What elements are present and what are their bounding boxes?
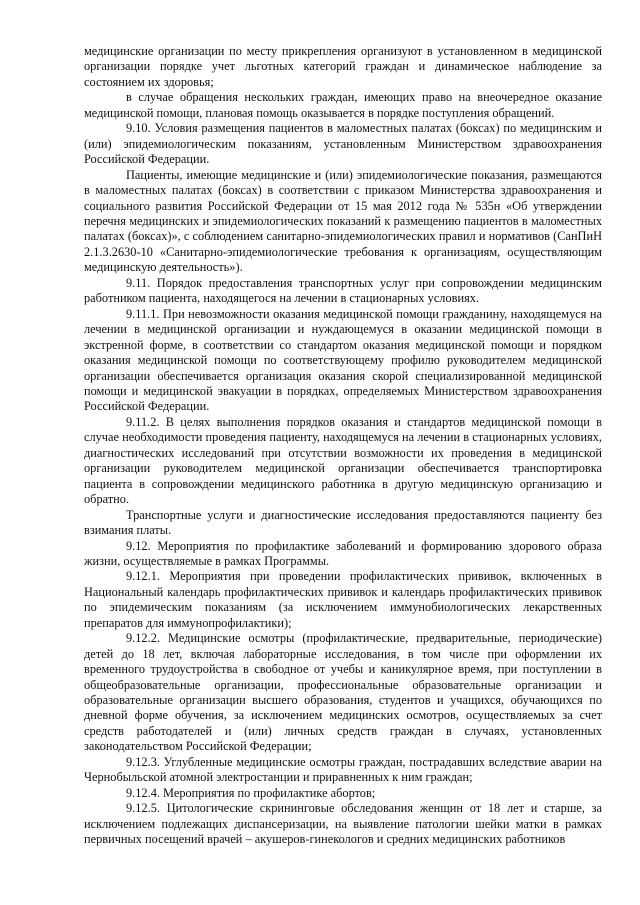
paragraph-11: 9.12.2. Медицинские осмотры (профилактические, предварительные, периодические) детей до 18 лет, включая лабораторные исследования, в том числе при оформлении их временного трудоустройства в свободное от учебы и каникулярное время, при поступлении в общеобразовательные организации, профессиональные образовательные организации и образовательные организации высшего образования, студентов и учащихся, обучающихся по дневной форме обучения, за исключением медицинских осмотров, осуществляемых за счет средств работодателей и (или) личных средств граждан в случаях, установленных законодательством Российской Федерации; [84,631,602,754]
paragraph-8: Транспортные услуги и диагностические исследования предоставляются пациенту без взимания платы. [84,507,602,538]
paragraph-13: 9.12.4. Мероприятия по профилактике абортов; [126,785,376,800]
paragraph-2: в случае обращения нескольких граждан, имеющих право на внеочередное оказание медицинской помощи, плановая помощь оказывается в порядке поступления обращений. [84,90,602,120]
paragraph-4: Пациенты, имеющие медицинские и (или) эпидемиологические показания, размещаются в маломестных палатах (боксах) в соответствии с приказом Министерства здравоохранения и социального развития Российской Федерации от 15 мая 2012 года № 535н «Об утверждении перечня медицинских и эпидемиологических показаний к размещению пациентов в маломестных палатах (боксах)», с соблюдением санитарно-эпидемиологических правил и нормативов (СанПиН 2.1.3.2630-10 «Санитарно-эпидемиологические требования к организациям, осуществляющим медицинскую деятельность»). [84,167,602,275]
document-page [84,44,602,848]
paragraph-7: 9.11.2. В целях выполнения порядков оказания и стандартов медицинской помощи в случае необходимости проведения пациенту, находящемуся на лечении в стационарных условиях, диагностических исследований при отсутствии возможности их проведения в медицинской организации руководителем медицинской организации обеспечивается транспортировка пациента в сопровождении медицинского работника в другую медицинскую организацию и обратно. [84,414,602,507]
paragraph-1: медицинские организации по месту прикрепления организуют в установленном в медицинской организации порядке учет льготных категорий граждан и динамическое наблюдение за состоянием их здоровья; [84,44,602,89]
paragraph-12: 9.12.3. Углубленные медицинские осмотры граждан, пострадавших вследствие аварии на Чернобыльской атомной электростанции и приравненных к ним граждан; [84,754,602,785]
paragraph-14: 9.12.5. Цитологические скрининговые обследования женщин от 18 лет и старше, за исключением подлежащих диспансеризации, на выявление патологии шейки матки в рамках первичных посещений врачей – акушеров-гинекологов и средних медицинских работников [84,801,602,847]
paragraph-10: 9.12.1. Мероприятия при проведении профилактических прививок, включенных в Национальный календарь профилактических прививок и календарь профилактических прививок по эпидемическим показаниям (за исключением иммунобиологических лекарственных препаратов для иммунопрофилактики); [84,569,602,630]
paragraph-5: 9.11. Порядок предоставления транспортных услуг при сопровождении медицинским работником пациента, находящегося на лечении в стационарных условиях. [84,275,602,306]
paragraph-9: 9.12. Мероприятия по профилактике заболеваний и формированию здорового образа жизни, осуществляемые в рамках Программы. [84,538,602,568]
paragraph-3: 9.10. Условия размещения пациентов в маломестных палатах (боксах) по медицинским и (или) эпидемиологическим показаниям, установленным Министерством здравоохранения Российской Федерации. [84,121,602,167]
paragraph-6: 9.11.1. При невозможности оказания медицинской помощи гражданину, находящемуся на лечении в медицинской организации и нуждающемуся в оказании медицинской помощи в экстренной форме, в соответствии со стандартом оказания медицинской помощи и порядком оказания медицинской помощи по соответствующему профилю руководителем медицинской организации обеспечивается организация оказания скорой специализированной медицинской помощи и медицинской эвакуации в порядках, определяемых Министерством здравоохранения Российской Федерации. [84,306,602,414]
